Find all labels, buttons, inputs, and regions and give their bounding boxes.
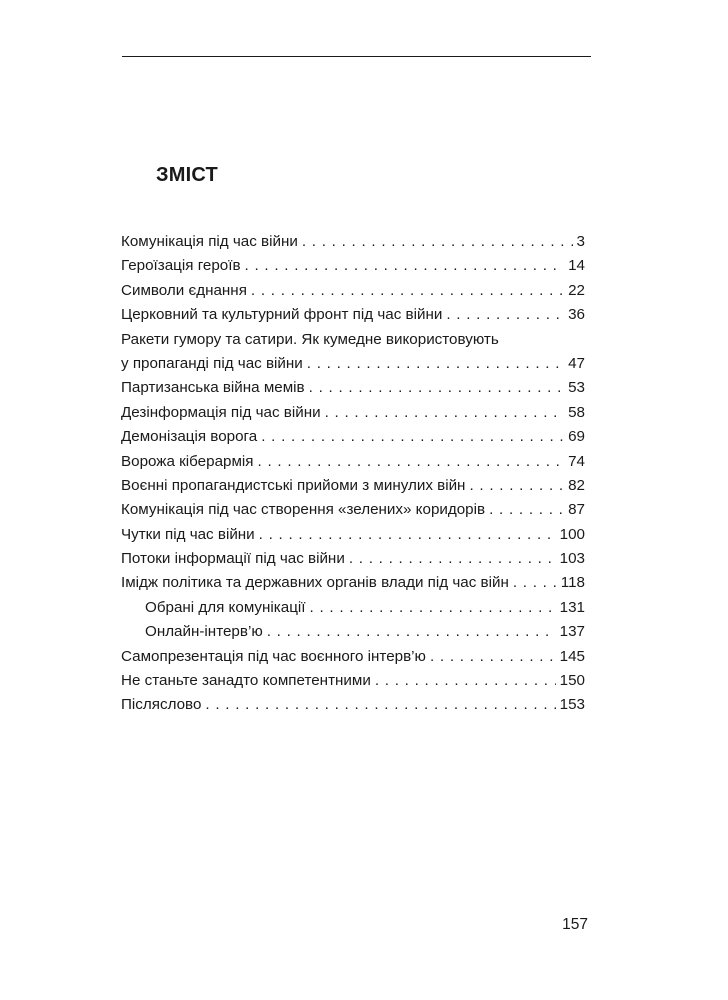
toc-entry-title: Воєнні пропагандистські прийоми з минулих війн — [121, 476, 466, 494]
dot-leader — [267, 620, 556, 644]
toc-entry — [121, 571, 585, 595]
dot-leader — [259, 523, 556, 547]
toc-entry — [121, 303, 585, 327]
toc-entry-page: 36 — [568, 306, 585, 324]
toc-entry-title: Героїзація героїв — [121, 257, 241, 275]
toc-entry-page: 103 — [559, 550, 585, 568]
dot-leader — [349, 547, 556, 571]
toc-entry — [121, 645, 585, 669]
toc-entry-page: 137 — [559, 623, 585, 641]
header-rule — [122, 56, 591, 57]
toc-entry-page: 74 — [568, 452, 585, 470]
toc-entry-title: Демонізація ворога — [121, 428, 258, 446]
toc-entry — [121, 523, 585, 547]
toc-heading: ЗМІСТ — [156, 164, 218, 186]
dot-leader — [513, 571, 557, 595]
dot-leader — [430, 645, 556, 669]
dot-leader — [258, 450, 565, 474]
dot-leader — [205, 693, 555, 717]
toc-entry-title: Комунікація під час війни — [121, 232, 298, 250]
dot-leader — [245, 254, 565, 278]
toc-entry — [121, 498, 585, 522]
toc-entry — [121, 279, 585, 303]
toc-subentry — [121, 596, 585, 620]
toc-entry-title: Обрані для комунікації — [145, 598, 306, 616]
toc-entry-page: 145 — [559, 647, 585, 665]
dot-leader — [469, 474, 564, 498]
toc-entry-title: Потоки інформації під час війни — [121, 550, 345, 568]
toc-entry — [121, 254, 585, 278]
toc-entry — [121, 352, 585, 376]
dot-leader — [325, 401, 565, 425]
toc-entry-title: Дезінформація під час війни — [121, 403, 321, 421]
toc-entry — [121, 450, 585, 474]
toc-entry — [121, 474, 585, 498]
toc-entry-title: Післяслово — [121, 696, 202, 714]
dot-leader — [446, 303, 564, 327]
toc-entry-title-line1: Ракети гумору та сатири. Як кумедне використовують — [121, 330, 499, 348]
toc-entry — [121, 376, 585, 400]
toc-entry-page: 87 — [568, 501, 585, 519]
dot-leader — [310, 596, 556, 620]
toc-entry-title: Символи єднання — [121, 281, 247, 299]
toc-entry-page: 69 — [568, 428, 585, 446]
toc-entry-page: 53 — [568, 379, 585, 397]
toc-entry-page: 82 — [568, 476, 585, 494]
toc-entry-page: 14 — [568, 257, 585, 275]
toc-entry-title: Онлайн-інтерв’ю — [145, 623, 263, 641]
toc-entry-title: Чутки під час війни — [121, 525, 255, 543]
toc-entry-page: 131 — [559, 598, 585, 616]
dot-leader — [307, 352, 564, 376]
toc-entry-title: Комунікація під час створення «зелених» коридорів — [121, 501, 486, 519]
toc-entry-title: у пропаганді під час війни — [121, 354, 303, 372]
toc-entry-title: Імідж політика та державних органів влади під час війн — [121, 574, 509, 592]
toc-entry-title: Не станьте занадто компетентними — [121, 672, 371, 690]
toc-entry-page: 118 — [560, 574, 585, 592]
toc-entry-page: 150 — [559, 672, 585, 690]
toc-entry-page: 100 — [559, 525, 585, 543]
toc-entry — [121, 401, 585, 425]
toc-entry-page: 58 — [568, 403, 585, 421]
table-of-contents — [121, 230, 585, 718]
toc-entry-title: Ворожа кіберармія — [121, 452, 254, 470]
toc-entry-title: Самопрезентація під час воєнного інтерв’ю — [121, 647, 426, 665]
toc-entry-page: 3 — [576, 232, 585, 250]
toc-entry-page: 47 — [568, 354, 585, 372]
toc-entry — [121, 425, 585, 449]
toc-entry — [121, 669, 585, 693]
dot-leader — [261, 425, 564, 449]
toc-entry-page: 153 — [559, 696, 585, 714]
dot-leader — [302, 230, 573, 254]
toc-entry-title: Церковний та культурний фронт під час війни — [121, 306, 443, 324]
dot-leader — [309, 376, 564, 400]
dot-leader — [375, 669, 556, 693]
dot-leader — [489, 498, 564, 522]
toc-entry — [121, 693, 585, 717]
toc-entry — [121, 547, 585, 571]
toc-entry-title: Партизанська війна мемів — [121, 379, 305, 397]
toc-entry — [121, 230, 585, 254]
toc-subentry — [121, 620, 585, 644]
dot-leader — [251, 279, 564, 303]
toc-entry-page: 22 — [568, 281, 585, 299]
page-number: 157 — [562, 916, 588, 933]
